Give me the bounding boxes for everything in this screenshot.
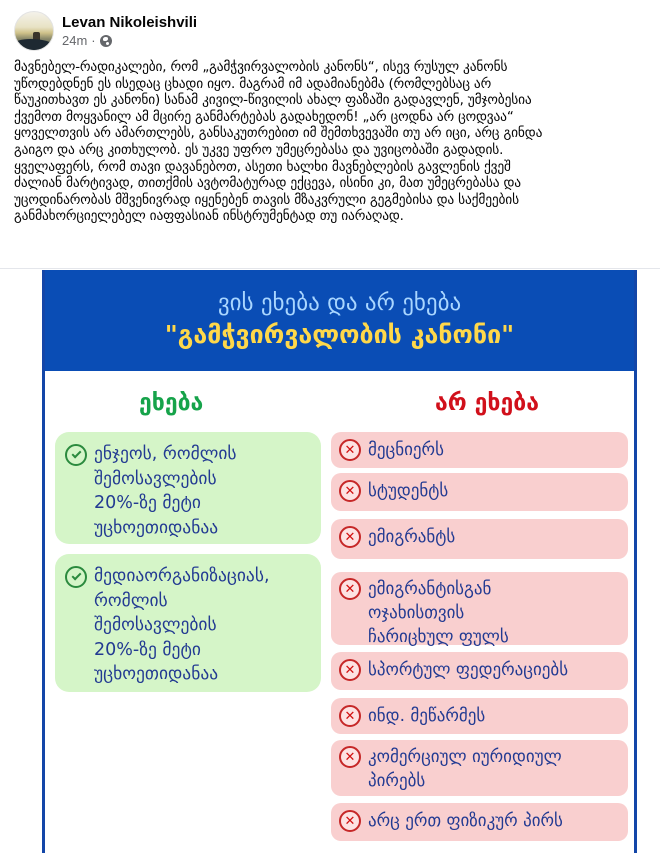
not-applies-item — [331, 652, 628, 690]
applies-item-line: რომლის — [94, 590, 168, 611]
not-applies-item-line: ოჯახისთვის — [368, 603, 465, 623]
post-timestamp[interactable]: 24m — [62, 33, 88, 48]
applies-item-line: შემოსავლების — [94, 468, 217, 489]
not-applies-item-line: ემიგრანტს — [368, 527, 456, 547]
not-applies-item-text — [368, 438, 444, 462]
post-text-line: უწოდებდნენ ეს ისედაც ცხადი იყო. მაგრამ იმ ადამიანებმა (რომლებსაც არ — [14, 76, 492, 92]
not-applies-item-line: კომერციულ იურიდიულ — [368, 747, 562, 767]
applies-item-line: 20%-ზე მეტი — [94, 639, 201, 660]
not-applies-item — [331, 698, 628, 734]
post-text-line: ქვემოთ მოყვანილ ამ მცირე განმარტებას გადახედონ! „არ ცოდნა არ ცოდვაა“ — [14, 109, 514, 125]
author-avatar[interactable] — [14, 11, 54, 51]
x-circle-icon: ✕ — [339, 659, 361, 681]
applies-heading: ეხება — [139, 390, 204, 416]
applies-item-line: მედიაორგანიზაციას, — [94, 566, 270, 586]
not-applies-item-line: ჩარიცხულ ფულს — [368, 627, 509, 647]
applies-item — [55, 432, 321, 544]
globe-icon[interactable] — [100, 35, 112, 47]
not-applies-item — [331, 740, 628, 796]
applies-item-line: შემოსავლების — [94, 615, 217, 635]
not-applies-item-line: მეცნიერს — [368, 440, 444, 460]
not-applies-item-text — [368, 525, 455, 549]
applies-item — [55, 554, 321, 692]
post-text-line: უცოდინარობას მშვენივრად იყენებენ თავის მზაკვრული გეგმებისა და საქმეების — [14, 192, 519, 208]
x-circle-icon: ✕ — [339, 705, 361, 727]
not-applies-item-line: პირებს — [368, 771, 426, 791]
post-text-line: წაუკითხავთ ეს კანონი) სანამ კივილ-წივილის ახალ ფაზაში გადავლენ, უმჯობესია — [14, 93, 532, 109]
applies-item-text — [94, 564, 270, 687]
x-circle-icon: ✕ — [339, 746, 361, 768]
not-applies-item — [331, 572, 628, 645]
infographic-law-name: "გამჭვირვალობის კანონი" — [164, 320, 515, 349]
checkmark-glyph — [71, 449, 81, 459]
post-text-line: გაიგო და არც კითხულობ. ეს უკვე უფრო უმეცრებასა და უვიცობაში გადადის. — [14, 142, 504, 158]
applies-item-line: 20%-ზე მეტი — [94, 493, 201, 513]
post-text-line: განმახორციელებელ იაფფასიან ინსტრუმენტად თუ იარაღად. — [14, 209, 404, 225]
header-text — [62, 13, 197, 49]
post-text-line: მავნებელ-რადიკალები, რომ „გამჭვირვალობის კანონს“, ისევ რუსულ კანონს — [14, 60, 508, 75]
not-applies-item-text — [368, 704, 485, 728]
not-applies-heading: არ ეხება — [435, 390, 539, 416]
x-circle-icon: ✕ — [339, 526, 361, 548]
post-body-text — [14, 60, 644, 226]
not-applies-item-line: სპორტულ ფედერაციებს — [368, 660, 569, 680]
post-text-line: ძალიან მარტივად, თითქმის ავტომატურად ექცევა, ისინი კი, მათ უმეცრებასა და — [14, 176, 521, 192]
post-text-line: ყველაფერს, რომ თავი დავანებოთ, ასეთი ხალხი მავნებლების გავლენის ქვეშ — [14, 159, 511, 175]
not-applies-item-line: სტუდენტს — [368, 481, 449, 501]
not-applies-item — [331, 803, 628, 841]
not-applies-item-line: ემიგრანტისგან — [368, 579, 492, 599]
checkmark-glyph — [71, 571, 81, 581]
avatar-ground — [15, 39, 53, 50]
infographic-banner — [45, 270, 634, 371]
meta-separator: · — [91, 33, 96, 48]
applies-item-text — [94, 442, 237, 540]
post-meta — [62, 32, 197, 49]
not-applies-item-text — [368, 658, 568, 682]
infographic-title: ვის ეხება და არ ეხება — [217, 290, 462, 316]
x-circle-icon: ✕ — [339, 439, 361, 461]
post-divider — [0, 268, 660, 269]
not-applies-item — [331, 473, 628, 511]
post-header — [14, 10, 197, 52]
not-applies-item-text — [368, 577, 509, 649]
not-applies-item — [331, 432, 628, 468]
check-circle-icon — [65, 566, 87, 588]
applies-item-line: უცხოეთიდანაა — [94, 664, 219, 684]
author-name[interactable]: Levan Nikoleishvili — [62, 14, 198, 31]
not-applies-item-text — [368, 809, 563, 833]
applies-item-line: უცხოეთიდანაა — [94, 517, 219, 538]
x-circle-icon: ✕ — [339, 810, 361, 832]
post-text-line: ყოველთვის არ ამართლებს, განსაკუთრებით იმ შემთხვევაში თუ არ იცი, არც გინდა — [14, 126, 543, 142]
applies-item-line: ენჯეოს, რომლის — [94, 444, 237, 464]
not-applies-item-text — [368, 479, 448, 503]
not-applies-item-text — [368, 745, 562, 793]
check-circle-icon — [65, 444, 87, 466]
not-applies-item-line: არც ერთ ფიზიკურ პირს — [368, 811, 563, 831]
x-circle-icon: ✕ — [339, 480, 361, 502]
x-circle-icon: ✕ — [339, 578, 361, 600]
not-applies-item-line: ინდ. მეწარმეს — [368, 706, 486, 726]
post-image-infographic[interactable] — [42, 270, 637, 853]
not-applies-item — [331, 519, 628, 559]
